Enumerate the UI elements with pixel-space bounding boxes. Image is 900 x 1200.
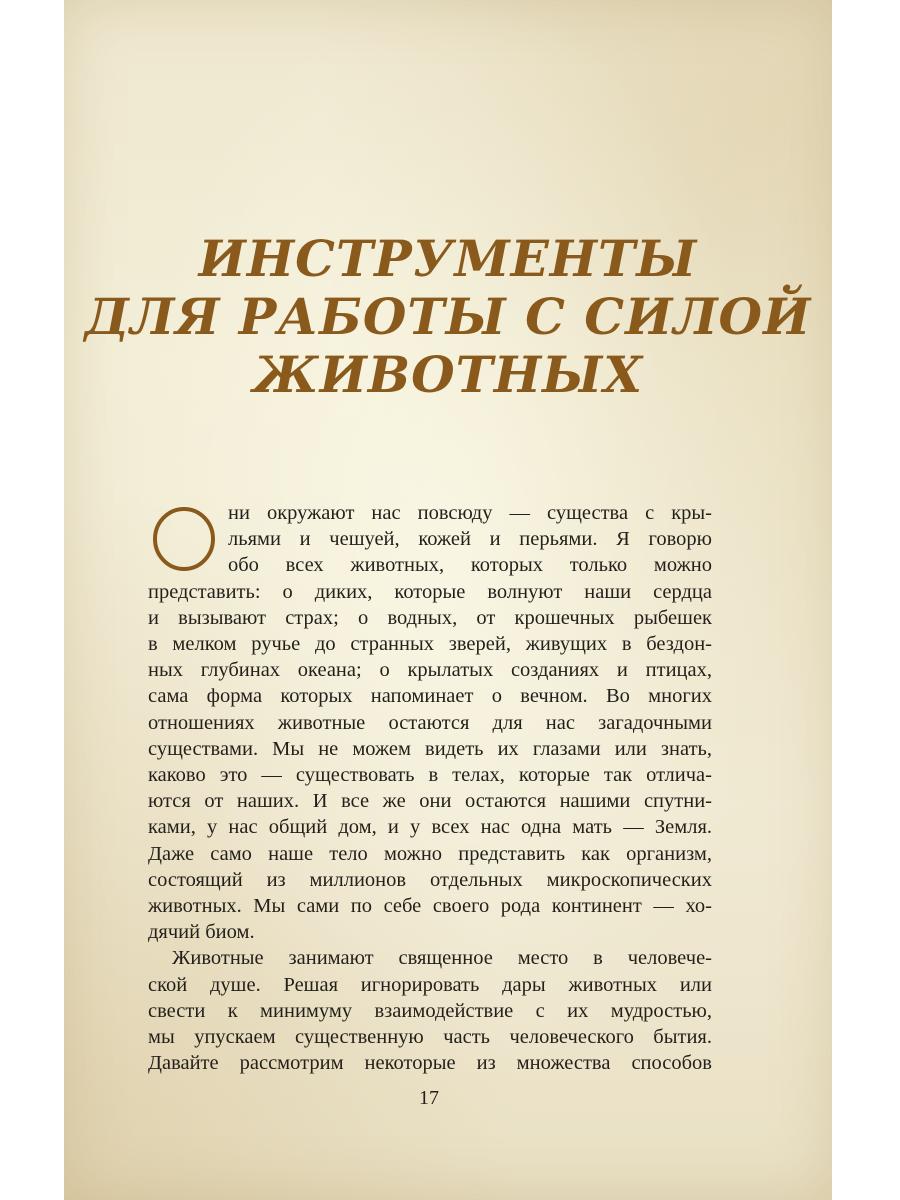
page-number: 17 [419,1087,439,1109]
text-line: ни окружают нас повсюду — существа с кры- [228,502,712,524]
text-line: и вызывают страх; о водных, от крошечных рыбешек [148,606,712,629]
text-line: сама форма которых напоминает о вечном. Во многих [148,685,712,708]
chapter-title-line-1: ИНСТРУМЕНТЫ [198,229,698,288]
text-line: Даже само наше тело можно представить как организм, [148,842,712,865]
chapter-title-line-2: ДЛЯ РАБОТЫ С СИЛОЙ [84,287,812,346]
text-line: представить: о диких, которые волнуют наши сердца [148,580,712,603]
text-line: существами. Мы не можем видеть их глазами или знать, [148,737,712,760]
chapter-title-line-3: ЖИВОТНЫХ [253,345,643,404]
text-line: дячий биом. [148,921,255,944]
body-text [148,500,712,1076]
chapter-title [64,230,832,404]
text-line: в мелком ручье до странных зверей, живущих в бездон- [148,633,712,656]
text-line: Животные занимают священное место в человече- [172,947,712,970]
text-line: отношениях животные остаются для нас загадочными [148,711,712,734]
text-line: животных. Мы сами по себе своего рода континент — хо- [148,895,712,918]
text-line: мы упускаем существенную часть человеческого бытия. [148,1026,712,1049]
text-line: обо всех животных, которых только можно [228,554,712,577]
text-line: ных глубинах океана; о крылатых созданиях и птицах, [148,659,712,682]
drop-cap-letter: О [148,503,149,504]
text-line: каково это — существовать в телах, которые так отлича- [148,764,712,787]
text-line: Давайте рассмотрим некоторые из множества способов [148,1052,712,1075]
text-line: ской душе. Решая игнорировать дары животных или [148,973,712,996]
text-line: ются от наших. И все же они остаются нашими спутни- [148,790,712,813]
text-line: состоящий из миллионов отдельных микроскопических [148,868,712,891]
book-page [64,0,832,1200]
text-line: ками, у нас общий дом, и у всех нас одна мать — Земля. [148,816,712,839]
text-line: льями и чешуей, кожей и перьями. Я говорю [228,528,712,551]
text-line: свести к минимуму взаимодействие с их мудростью, [148,999,712,1022]
